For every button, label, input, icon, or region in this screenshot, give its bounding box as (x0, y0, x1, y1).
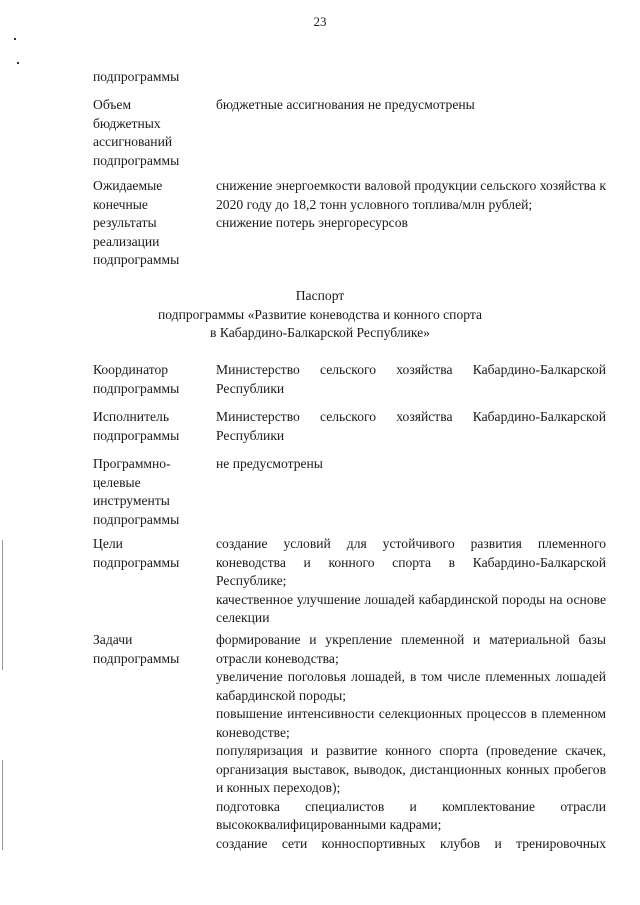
value-paragraph: снижение потерь энергоресурсов (216, 215, 408, 230)
page-number: 23 (313, 14, 327, 29)
heading-line: Паспорт (295, 288, 345, 303)
label-line: Ожидаемые (93, 178, 163, 193)
label-line: Задачи (93, 632, 133, 647)
field-label (93, 535, 211, 572)
value-paragraph: снижение энергоемкости валовой продукции сельского хозяйства к 2020 году до 18,2 тонн условного топлива/млн рублей; (216, 178, 606, 212)
field-label (93, 408, 211, 445)
scan-mark (17, 62, 19, 64)
passport-heading (0, 287, 640, 343)
label-line: подпрограммы (93, 554, 180, 570)
label-line: подпрограммы (93, 511, 180, 527)
value-paragraph: качественное улучшение лошадей кабардинской породы на основе селекции (216, 591, 606, 625)
label-line: подпрограммы (93, 650, 180, 666)
field-label (93, 68, 211, 87)
field-label (93, 177, 211, 270)
heading-line: в Кабардино-Балкарской Республике» (210, 325, 430, 340)
field-label (93, 361, 211, 398)
label-line: Цели (93, 536, 123, 551)
field-value (216, 96, 606, 115)
field-label (93, 455, 211, 529)
field-label (93, 631, 211, 668)
label-line: подпрограммы (93, 152, 180, 168)
label-line: Исполнитель (93, 409, 170, 424)
label-line: подпрограммы (93, 380, 180, 396)
label-line: результаты (93, 215, 157, 230)
scan-mark (14, 38, 16, 40)
value-paragraph: повышение интенсивности селекционных процессов в племенном коневодстве; (216, 706, 606, 740)
value-paragraph: популяризация и развитие конного спорта (проведение скачек, организация выставок, выводок, дистанционных конных пробегов и конных переходов); (216, 743, 606, 795)
field-value (216, 455, 606, 474)
field-label (93, 96, 211, 170)
label-line: подпрограммы (93, 69, 180, 84)
label-line: Координатор (93, 362, 169, 377)
label-line: реализации (93, 233, 160, 249)
scan-edge (2, 760, 3, 850)
label-line: целевые (93, 474, 141, 490)
value-paragraph: подготовка специалистов и комплектование отрасли высококвалифицированными кадрами; (216, 798, 606, 832)
label-line: инструменты (93, 493, 170, 508)
field-value (216, 631, 606, 853)
value-paragraph: создание условий для устойчивого развития племенного коневодства и конного спорта в Кабардино-Балкарской Республике; (216, 536, 606, 588)
label-line: бюджетных (93, 115, 161, 131)
value-paragraph: бюджетные ассигнования не предусмотрены (216, 97, 475, 112)
value-paragraph: Министерство сельского хозяйства Кабардино-Балкарской Республики (216, 362, 606, 396)
label-line: Программно- (93, 456, 171, 471)
label-line: конечные (93, 196, 148, 212)
value-paragraph: увеличение поголовья лошадей, в том числе племенных лошадей кабардинской породы; (216, 669, 606, 703)
field-value (216, 408, 606, 445)
field-value (216, 177, 606, 233)
value-paragraph: формирование и укрепление племенной и материальной базы отрасли коневодства; (216, 632, 606, 666)
field-value (216, 535, 606, 628)
heading-line: подпрограммы «Развитие коневодства и конного спорта (157, 306, 483, 322)
value-paragraph: Министерство сельского хозяйства Кабардино-Балкарской Республики (216, 409, 606, 443)
label-line: ассигнований (93, 134, 173, 149)
label-line: Объем (93, 97, 132, 112)
label-line: подпрограммы (93, 252, 180, 267)
label-line: подпрограммы (93, 427, 180, 443)
value-paragraph: создание сети конноспортивных клубов и тренировочных (216, 835, 606, 851)
value-paragraph: не предусмотрены (216, 456, 323, 471)
scan-edge (2, 540, 3, 670)
field-value (216, 361, 606, 398)
